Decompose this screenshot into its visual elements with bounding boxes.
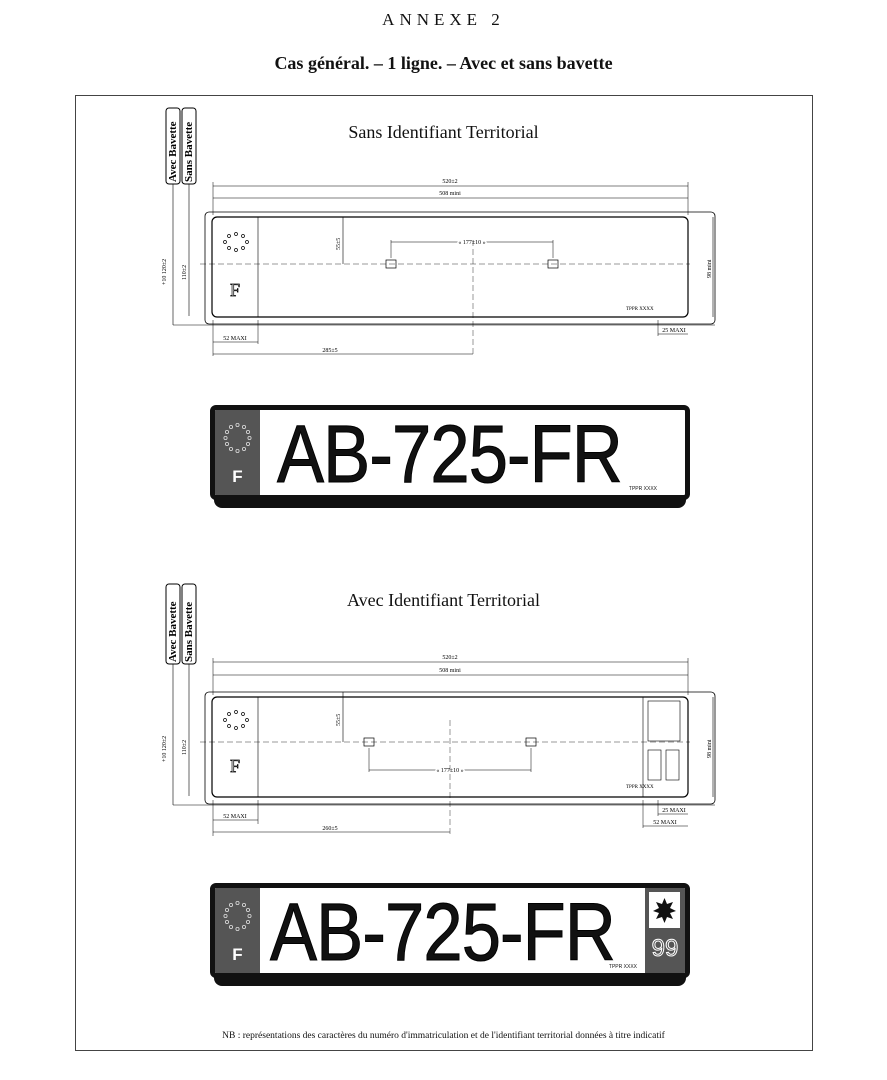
footnote: NB : représentations des caractères du numéro d'immatriculation et de l'identifiant territorial données à titre indicatif bbox=[222, 1031, 665, 1041]
dim-right-band-max: 52 MAXI bbox=[653, 820, 677, 826]
dim-width-total: 520±2 bbox=[442, 655, 458, 661]
dim-band-max: 52 MAXI bbox=[223, 814, 247, 820]
tppr-mark: TPPR XXXX bbox=[608, 964, 637, 970]
eu-stars-icon bbox=[222, 900, 253, 931]
tppr-drawing: TPPR XXXX bbox=[626, 307, 654, 312]
dim-top-offset: 55±5 bbox=[336, 237, 342, 250]
eu-stars-icon bbox=[222, 422, 253, 453]
eu-band bbox=[215, 410, 260, 495]
license-plate-avec-identifiant bbox=[210, 883, 690, 978]
dim-right-max: 25 MAXI bbox=[662, 328, 686, 334]
svg-text:Avec Bavette: Avec Bavette bbox=[167, 601, 179, 662]
dim-height: 110±2 bbox=[182, 739, 188, 755]
tag-sans-bavette bbox=[182, 108, 196, 184]
country-letter-drawing: F bbox=[230, 756, 241, 776]
technical-drawing-sans-identifiant bbox=[150, 100, 720, 370]
dim-height: 110±2 bbox=[182, 264, 188, 280]
annexe-heading: ANNEXE 2 bbox=[382, 10, 505, 29]
dim-center: 285±5 bbox=[322, 348, 338, 354]
svg-text:Sans Bavette: Sans Bavette bbox=[183, 601, 195, 662]
dim-width-mini: 508 mini bbox=[439, 668, 461, 674]
technical-drawing-avec-identifiant bbox=[150, 580, 720, 850]
dim-height-right: 98 mini bbox=[707, 739, 713, 758]
dim-height-bavette: +10 120±2 bbox=[162, 735, 168, 762]
tppr-drawing: TPPR XXXX bbox=[626, 785, 654, 790]
section-title-avec-identifiant: Avec Identifiant Territorial bbox=[347, 590, 540, 610]
dim-height-right: 98 mini bbox=[707, 259, 713, 278]
dim-width-total: 520±2 bbox=[442, 179, 458, 185]
dim-spacing: « 177±10 » bbox=[436, 768, 464, 774]
license-plate-sans-identifiant bbox=[210, 405, 690, 500]
dim-band-max: 52 MAXI bbox=[223, 336, 247, 342]
dim-height-bavette: +10 120±2 bbox=[162, 258, 168, 285]
tag-avec-bavette bbox=[166, 108, 180, 184]
dim-width-mini: 508 mini bbox=[439, 191, 461, 197]
page-subtitle: Cas général. – 1 ligne. – Avec et sans bavette bbox=[274, 53, 613, 73]
svg-text:Sans Bavette: Sans Bavette bbox=[183, 121, 195, 182]
dim-spacing: « 177±10 » bbox=[458, 240, 486, 246]
tppr-mark: TPPR XXXX bbox=[628, 486, 657, 492]
tag-avec-bavette bbox=[166, 584, 180, 664]
registration-number: AB-725-FR bbox=[277, 409, 622, 500]
department-number: 99 bbox=[651, 935, 679, 962]
dim-center: 260±5 bbox=[322, 826, 338, 832]
section-title-sans-identifiant: Sans Identifiant Territorial bbox=[348, 122, 539, 142]
country-letter-drawing: F bbox=[230, 280, 241, 300]
tag-sans-bavette bbox=[182, 584, 196, 664]
dim-top-offset: 55±5 bbox=[336, 713, 342, 726]
territorial-band bbox=[645, 888, 685, 973]
country-code: F bbox=[232, 945, 243, 964]
registration-number: AB-725-FR bbox=[270, 887, 615, 978]
country-code: F bbox=[232, 467, 243, 486]
dim-right-max: 25 MAXI bbox=[662, 808, 686, 814]
svg-text:Avec Bavette: Avec Bavette bbox=[167, 121, 179, 182]
region-logo-icon bbox=[649, 892, 680, 928]
eu-band bbox=[215, 888, 260, 973]
